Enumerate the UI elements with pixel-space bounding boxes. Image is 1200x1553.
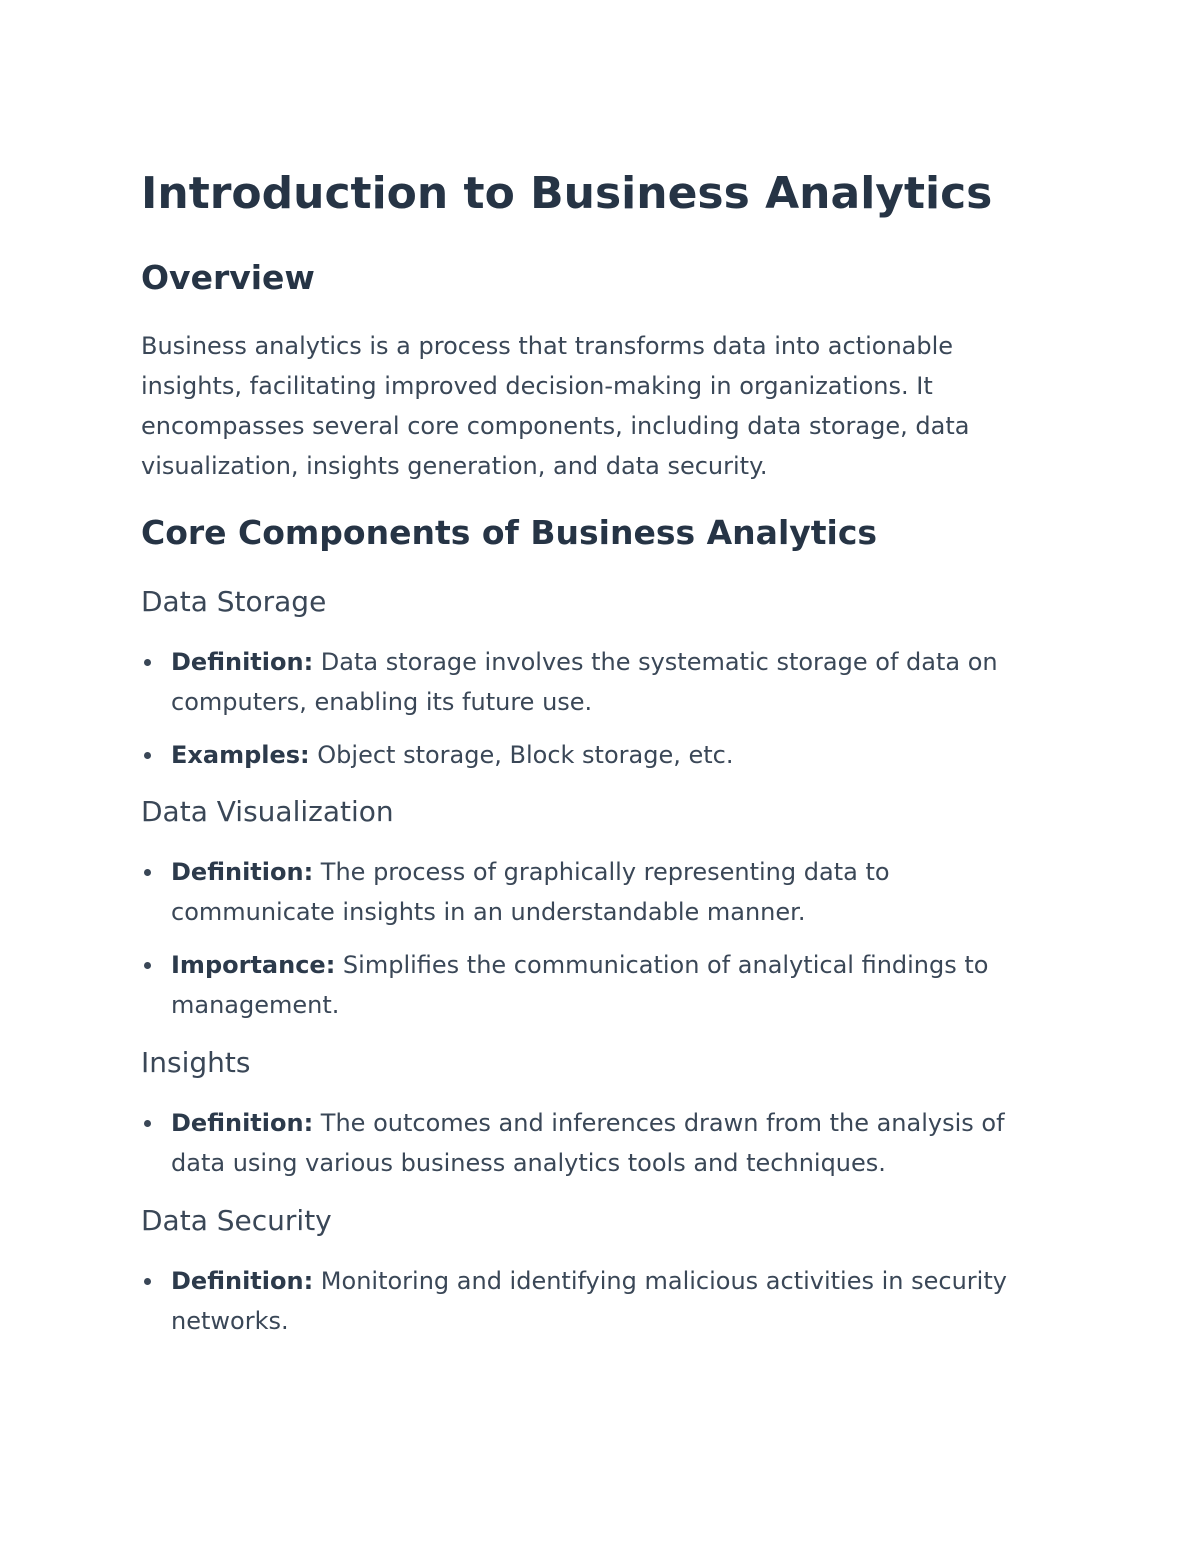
data-security-heading: Data Security bbox=[141, 1204, 332, 1237]
data-visualization-list bbox=[141, 852, 1041, 1025]
list-item-text: Data storage involves the systematic storage of data on computers, enabling its future use. bbox=[171, 648, 998, 716]
section-data-visualization bbox=[141, 792, 1041, 1025]
list-item-text: The outcomes and inferences drawn from the analysis of data using various business analytics tools and techniques. bbox=[171, 1109, 1005, 1177]
list-item-term: Examples: bbox=[171, 741, 310, 769]
data-security-list bbox=[141, 1261, 1041, 1341]
list-item bbox=[141, 852, 1021, 932]
list-item-term: Definition: bbox=[171, 648, 314, 676]
list-item bbox=[141, 642, 1021, 722]
section-data-storage bbox=[141, 582, 1041, 775]
insights-heading: Insights bbox=[141, 1046, 251, 1079]
list-item bbox=[141, 1103, 1021, 1183]
data-storage-list bbox=[141, 642, 1041, 775]
list-item-term: Definition: bbox=[171, 858, 314, 886]
section-insights bbox=[141, 1043, 1041, 1183]
list-item-text: The process of graphically representing data to communicate insights in an understandable manner. bbox=[171, 858, 890, 926]
data-storage-heading: Data Storage bbox=[141, 585, 327, 618]
list-item-term: Importance: bbox=[171, 951, 336, 979]
document-title: Introduction to Business Analytics bbox=[141, 168, 993, 219]
list-item-term: Definition: bbox=[171, 1109, 314, 1137]
overview-heading: Overview bbox=[141, 258, 315, 297]
core-components-heading: Core Components of Business Analytics bbox=[141, 513, 878, 552]
list-item-term: Definition: bbox=[171, 1267, 314, 1295]
list-item-text: Simplifies the communication of analytical findings to management. bbox=[171, 951, 989, 1019]
list-item bbox=[141, 1261, 1021, 1341]
insights-list bbox=[141, 1103, 1041, 1183]
list-item-text: Object storage, Block storage, etc. bbox=[309, 741, 734, 769]
data-visualization-heading: Data Visualization bbox=[141, 795, 394, 828]
list-item bbox=[141, 945, 1021, 1025]
list-item-text: Monitoring and identifying malicious activities in security networks. bbox=[171, 1267, 1007, 1335]
overview-paragraph: Business analytics is a process that transforms data into actionable insights, facilitating improved decision-making in organizations. It encompasses several core components, including data storage, data visualization, insights generation, and data security. bbox=[141, 332, 970, 480]
section-data-security bbox=[141, 1201, 1041, 1341]
list-item bbox=[141, 735, 1021, 775]
